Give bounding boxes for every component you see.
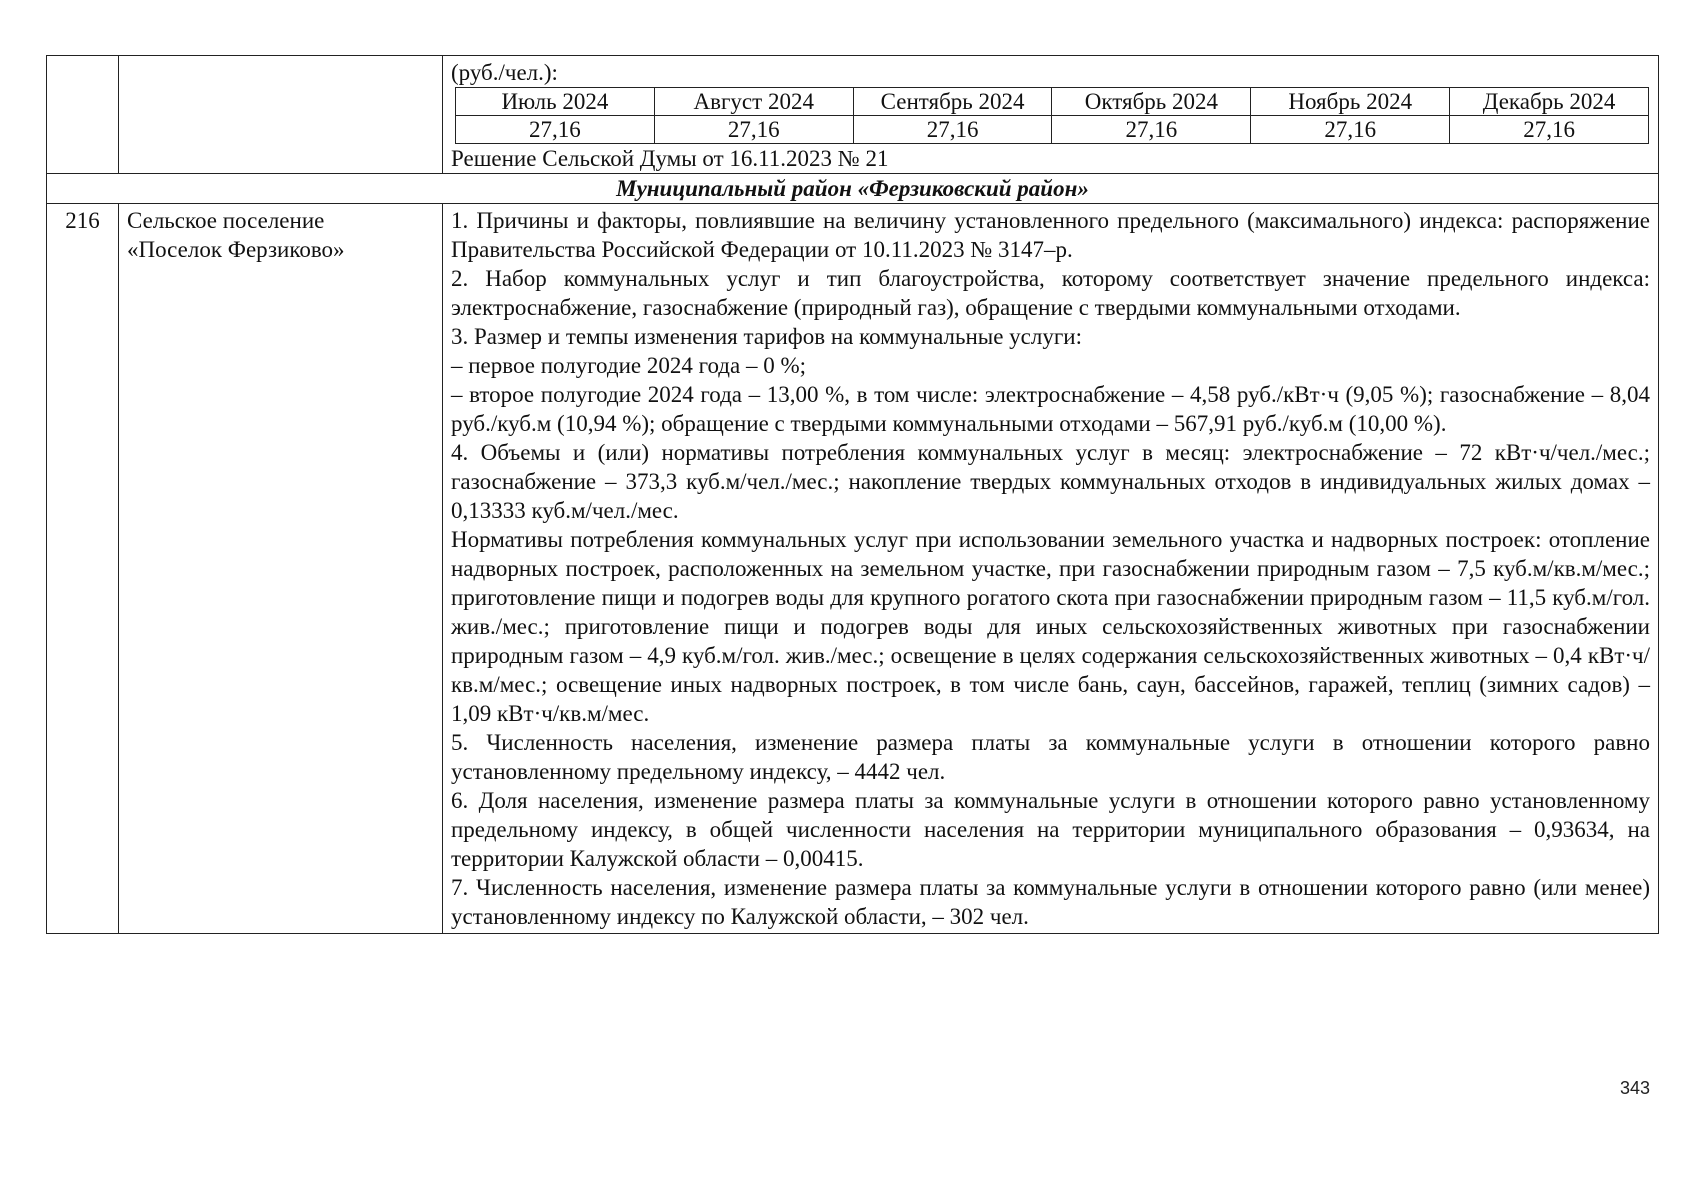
decision-reference: Решение Сельской Думы от 16.11.2023 № 21 xyxy=(451,146,889,171)
section-header-row xyxy=(47,174,1659,204)
detail-paragraph: Нормативы потребления коммунальных услуг при использовании земельного участка и надворных построек: отопление надворных построек, расположенных на земельном участке, при газоснабжении природным газом – 7,5 куб.м/кв.м/мес.; приготовление пищи и подогрев воды для крупного рогатого скота при газоснабжении природным газом – 11,5 куб.м/гол. жив./мес.; приготовление пищи и подогрев воды для иных сельскохозяйственных животных при газоснабжении природным газом – 4,9 куб.м/гол. жив./мес.; освещение в целях содержания сельскохозяйственных животных – 0,4 кВт·ч/кв.м/мес.; освещение иных надворных построек, в том числе бань, саун, бассейнов, гаражей, теплиц (зимних садов) – 1,09 кВт·ч/кв.м/мес. xyxy=(451,527,1650,726)
detail-paragraph: 7. Численность населения, изменение размера платы за коммунальные услуги в отношении которого равно (или менее) установленному индексу по Калужской области, – 302 чел. xyxy=(451,875,1650,929)
page-number: 343 xyxy=(1620,1078,1651,1098)
detail-paragraph: – второе полугодие 2024 года – 13,00 %, в том числе: электроснабжение – 4,58 руб./кВт·ч (9,05 %); газоснабжение – 8,04 руб./куб.м (10,94 %); обращение с твердыми коммунальными отходами – 567,91 руб./куб.м (10,00 %). xyxy=(451,382,1650,436)
month-label: Октябрь 2024 xyxy=(1052,88,1251,116)
detail-paragraph: 2. Набор коммунальных услуг и тип благоустройства, которому соответствует значение предельного индекса: электроснабжение, газоснабжение (природный газ), обращение с твердыми коммунальными отходами. xyxy=(451,266,1650,320)
section-title: Муниципальный район «Ферзиковский район» xyxy=(47,174,1659,204)
continuation-row xyxy=(47,56,1659,174)
continuation-content-cell xyxy=(443,56,1659,174)
month-value: 27,16 xyxy=(1052,116,1251,144)
entry-name-line: «Поселок Ферзиково» xyxy=(127,237,345,262)
months-header-row xyxy=(456,88,1649,116)
month-label: Ноябрь 2024 xyxy=(1251,88,1450,116)
entry-name-cell xyxy=(119,204,443,934)
detail-paragraph: 3. Размер и темпы изменения тарифов на коммунальные услуги: xyxy=(451,324,1082,349)
month-value: 27,16 xyxy=(1251,116,1450,144)
detail-paragraph: 6. Доля населения, изменение размера платы за коммунальные услуги в отношении которого равно установленному предельному индексу, в общей численности населения на территории муниципального образования – 0,93634, на территории Калужской области – 0,00415. xyxy=(451,788,1650,871)
detail-paragraph: 1. Причины и факторы, повлиявшие на величину установленного предельного (максимального) индекса: распоряжение Правительства Российской Федерации от 10.11.2023 № 3147–р. xyxy=(451,208,1650,262)
entry-row xyxy=(47,204,1659,934)
month-value: 27,16 xyxy=(853,116,1052,144)
month-label: Июль 2024 xyxy=(456,88,655,116)
continuation-name-cell xyxy=(119,56,443,174)
unit-label: (руб./чел.): xyxy=(451,60,558,85)
month-value: 27,16 xyxy=(456,116,655,144)
month-label: Сентябрь 2024 xyxy=(853,88,1052,116)
continuation-number-cell xyxy=(47,56,119,174)
detail-paragraph: 5. Численность населения, изменение размера платы за коммунальные услуги в отношении которого равно установленному предельному индексу, – 4442 чел. xyxy=(451,730,1650,784)
tariff-table xyxy=(46,55,1659,934)
month-value: 27,16 xyxy=(654,116,853,144)
detail-paragraph: – первое полугодие 2024 года – 0 %; xyxy=(451,353,807,378)
monthly-values-table xyxy=(455,87,1649,144)
entry-details-cell xyxy=(443,204,1659,934)
detail-paragraph: 4. Объемы и (или) нормативы потребления коммунальных услуг в месяц: электроснабжение – 72 кВт·ч/чел./мес.; газоснабжение – 373,3 куб.м/чел./мес.; накопление твердых коммунальных отходов в индивидуальных жилых домах – 0,13333 куб.м/чел./мес. xyxy=(451,440,1650,523)
month-label: Август 2024 xyxy=(654,88,853,116)
months-values-row xyxy=(456,116,1649,144)
entry-name-line: Сельское поселение xyxy=(127,208,325,233)
month-value: 27,16 xyxy=(1450,116,1649,144)
entry-number: 216 xyxy=(47,204,119,934)
month-label: Декабрь 2024 xyxy=(1450,88,1649,116)
